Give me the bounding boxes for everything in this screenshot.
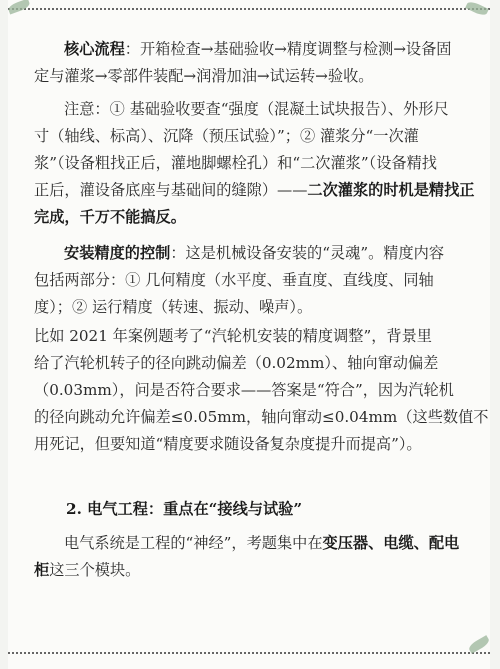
precision-control-label: 安装精度的控制 [64, 244, 171, 262]
text-line: 度）；② 运行精度（转速、振动、噪声）。 [34, 298, 313, 316]
bold-emphasis: 柜 [34, 561, 50, 579]
paragraph-core-process [34, 36, 474, 90]
document-body [34, 36, 489, 584]
text-line: 正后，灌设备底座与基础间的缝隙）—— [34, 181, 308, 199]
section-heading: 2. 电气工程：重点在“接线与试验” [66, 500, 303, 518]
top-dotted-border [8, 0, 490, 10]
text-line: 寸（轴线、标高）、沉降（预压试验）”；② 灌浆分“一次灌 [34, 127, 419, 145]
text-line: 定与灌浆→零部件装配→润滑加油→试运转→验收。 [34, 67, 374, 85]
text-line: 包括两部分：① 几何精度（水平度、垂直度、直线度、同轴 [34, 271, 434, 289]
paragraph-note [34, 96, 474, 231]
text-line: 给了汽轮机转子的径向跳动偏差（0.02mm）、轴向窜动偏差 [34, 354, 439, 372]
text-line: 注意：① 基础验收要查“强度（混凝土试块报告）、外形尺 [64, 100, 449, 118]
text-line: 的径向跳动允许偏差≤0.05mm，轴向窜动≤0.04mm（这些数值不 [34, 408, 489, 426]
bottom-dotted-border [8, 652, 490, 658]
text-line: 这三个模块。 [49, 561, 141, 579]
core-process-label: 核心流程 [64, 40, 125, 58]
bold-emphasis: 完成，千万不能搞反。 [34, 208, 186, 226]
text-line: 电气系统是工程的“神经”，考题集中在 [64, 534, 323, 552]
text-line: 用死记，但要知道“精度要求随设备复杂度提升而提高”）。 [34, 435, 422, 453]
text-line: ：这是机械设备安装的“灵魂”。精度内容 [170, 244, 445, 262]
paragraph-example [34, 323, 489, 458]
paragraph-precision-control [34, 240, 474, 321]
text-line: （0.03mm），问是否符合要求——答案是“符合”，因为汽轮机 [34, 381, 454, 399]
bold-emphasis: 变压器、电缆、配电 [322, 534, 460, 552]
text-line: ：开箱检查→基础验收→精度调整与检测→设备固 [124, 40, 452, 58]
text-line: 比如 2021 年案例题考了“汽轮机安装的精度调整”，背景里 [34, 327, 432, 345]
text-line: 浆”（设备粗找正后，灌地脚螺栓孔）和“二次灌浆”（设备精找 [34, 154, 437, 172]
bold-emphasis: 二次灌浆的时机是精找正 [307, 181, 475, 199]
paragraph-electrical [34, 530, 474, 584]
